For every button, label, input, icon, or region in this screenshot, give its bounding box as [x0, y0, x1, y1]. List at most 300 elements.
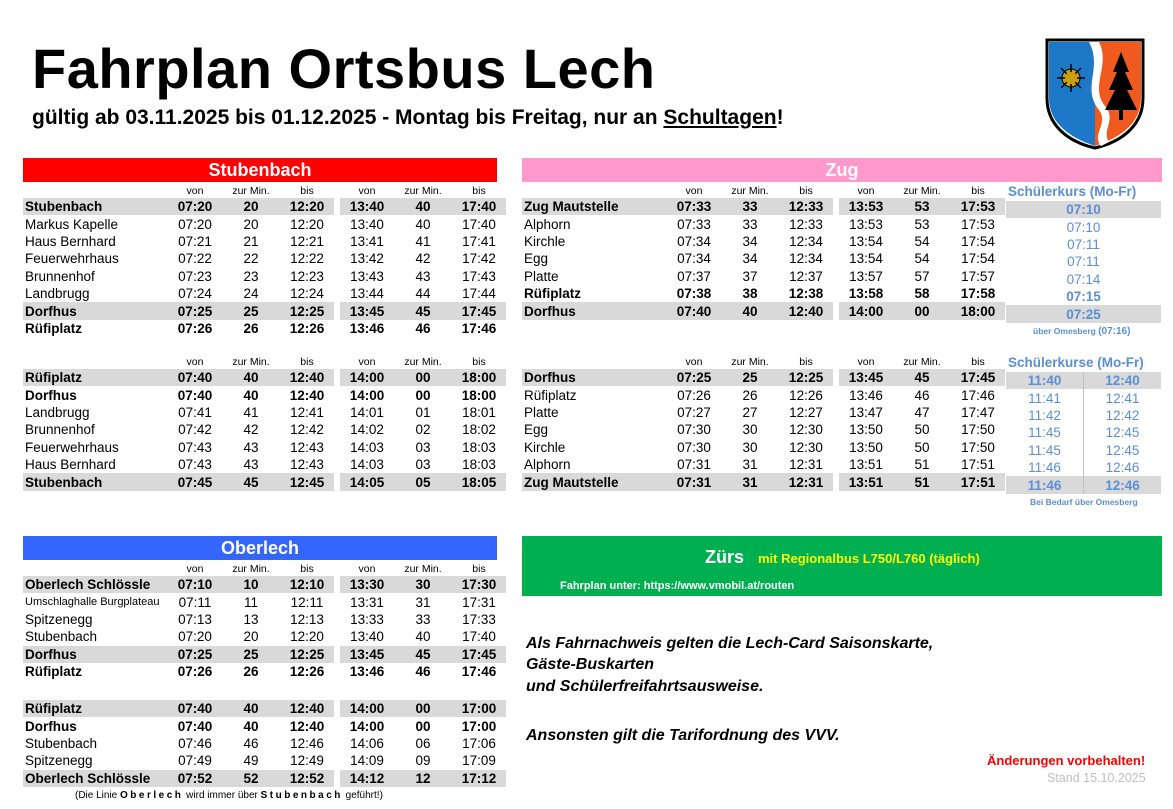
departure-cell: 13:42 — [350, 251, 384, 267]
departure-cell: 07:23 — [178, 268, 212, 284]
aenderungen-text: Änderungen vorbehalten! — [987, 753, 1146, 768]
departure-cell: 13:57 — [849, 268, 883, 284]
timetable-row — [522, 302, 1005, 319]
departure-cell: 17:45 — [452, 302, 506, 319]
bei-bedarf-note: Bei Bedarf über Omesberg — [1030, 497, 1138, 507]
departure-cell: 52 — [222, 770, 280, 787]
departure-cell: 14:00 — [340, 369, 394, 386]
departure-cell: 07:34 — [677, 233, 711, 249]
timetable-row — [23, 752, 506, 769]
column-header: bis — [300, 563, 314, 575]
timetable-row — [522, 439, 1005, 456]
column-header: von — [857, 185, 875, 197]
validity-text: gültig ab 03.11.2025 bis 01.12.2025 - Montag bis Freitag, nur an — [32, 106, 664, 129]
stubenbach-table-1 — [23, 184, 506, 337]
stop-name: Rüfiplatz — [23, 320, 168, 337]
departure-cell: 12:26 — [280, 320, 334, 337]
departure-cell: 12:40 — [280, 386, 334, 403]
stop-name: Spitzenegg — [25, 611, 93, 627]
departure-cell: 18:00 — [452, 369, 506, 386]
departure-cell: 12:33 — [779, 198, 833, 215]
stop-name: Kirchle — [524, 233, 566, 249]
departure-cell: 12:40 — [280, 717, 334, 734]
timetable-row — [23, 302, 506, 319]
departure-cell: 17:51 — [961, 457, 995, 473]
departure-cell: 07:27 — [677, 404, 711, 420]
departure-cell: 07:25 — [168, 646, 222, 663]
timetable-row — [23, 250, 506, 267]
departure-cell: 07:40 — [168, 369, 222, 386]
timetable-row — [522, 233, 1005, 250]
timetable-row — [23, 421, 506, 438]
departure-cell: 42 — [415, 251, 431, 267]
departure-cell: 17:58 — [951, 285, 1005, 302]
lech-coat-of-arms-icon — [1043, 38, 1147, 150]
departure-cell: 25 — [721, 369, 779, 386]
departure-cell: 07:20 — [178, 629, 212, 645]
departure-cell: 45 — [394, 302, 452, 319]
departure-cell: 12:11 — [290, 594, 324, 610]
column-header-row — [23, 562, 506, 576]
departure-cell: 51 — [914, 457, 930, 473]
schuelerkurse-row — [1006, 442, 1161, 459]
departure-cell: 58 — [893, 285, 951, 302]
column-header: bis — [300, 185, 314, 197]
departure-cell: 51 — [893, 473, 951, 490]
column-header: zur Min. — [903, 356, 941, 368]
oberlech-table-1 — [23, 562, 506, 680]
timetable-row — [23, 717, 506, 734]
zuers-subtitle: mit Regionalbus L750/L760 (täglich) — [758, 551, 980, 566]
stop-name: Platte — [524, 404, 559, 420]
timetable-row — [23, 369, 506, 386]
departure-cell: 45 — [893, 369, 951, 386]
departure-cell: 07:30 — [677, 422, 711, 438]
timetable-row — [522, 386, 1005, 403]
departure-cell: 40 — [415, 216, 431, 232]
departure-cell: 12:46 — [290, 735, 324, 751]
departure-cell: 07:25 — [667, 369, 721, 386]
stop-name: Haus Bernhard — [25, 233, 116, 249]
departure-cell: 13:58 — [839, 285, 893, 302]
departure-cell: 12:20 — [280, 198, 334, 215]
departure-cell: 33 — [721, 198, 779, 215]
departure-cell: 24 — [243, 286, 259, 302]
timetable-row — [522, 268, 1005, 285]
departure-cell: 17:43 — [462, 268, 496, 284]
departure-cell: 13:53 — [849, 216, 883, 232]
departure-cell: 12:33 — [789, 216, 823, 232]
departure-cell: 13:40 — [340, 198, 394, 215]
departure-cell: 46 — [243, 735, 259, 751]
schuelerkurs-row — [1006, 271, 1161, 288]
departure-cell: 17:53 — [961, 216, 995, 232]
departure-cell: 09 — [415, 753, 431, 769]
column-header: bis — [472, 356, 486, 368]
departure-cell: 31 — [415, 594, 431, 610]
schuelerkurse-title: Schülerkurse (Mo-Fr) — [1008, 355, 1144, 370]
schuelerkurs-title: Schülerkurs (Mo-Fr) — [1008, 184, 1137, 199]
omesberg-note-time: (07:16) — [1098, 326, 1131, 337]
schuelerkurs-time: 07:10 — [1006, 201, 1161, 218]
schuelerkurs-table — [1006, 201, 1161, 323]
departure-cell: 06 — [415, 735, 431, 751]
departure-cell: 12:25 — [280, 302, 334, 319]
departure-cell: 13:46 — [849, 387, 883, 403]
departure-cell: 17:06 — [462, 735, 496, 751]
schuelerkurse-time: 12:45 — [1105, 442, 1140, 458]
departure-cell: 50 — [914, 439, 930, 455]
departure-cell: 46 — [394, 663, 452, 680]
schuelerkurs-row — [1006, 253, 1161, 270]
timetable-row — [23, 770, 506, 787]
schultagen-text: Schultagen — [663, 106, 777, 129]
departure-cell: 18:05 — [452, 473, 506, 490]
stop-name: Alphorn — [524, 457, 571, 473]
stop-name: Dorfhus — [23, 717, 168, 734]
departure-cell: 31 — [742, 457, 758, 473]
departure-cell: 53 — [914, 216, 930, 232]
departure-cell: 43 — [415, 268, 431, 284]
column-header: von — [358, 185, 376, 197]
departure-cell: 12:30 — [789, 439, 823, 455]
departure-cell: 47 — [914, 404, 930, 420]
departure-cell: 12:13 — [290, 611, 324, 627]
departure-cell: 13:51 — [849, 457, 883, 473]
stop-name: Dorfhus — [23, 646, 168, 663]
departure-cell: 14:05 — [340, 473, 394, 490]
schuelerkurs-time: 07:15 — [1006, 288, 1161, 305]
departure-cell: 07:33 — [667, 198, 721, 215]
departure-cell: 12:43 — [290, 439, 324, 455]
departure-cell: 07:25 — [168, 302, 222, 319]
departure-cell: 18:02 — [462, 422, 496, 438]
timetable-row — [23, 439, 506, 456]
departure-cell: 07:37 — [677, 268, 711, 284]
schuelerkurs-time: 07:10 — [1066, 219, 1101, 235]
departure-cell: 13:45 — [340, 302, 394, 319]
departure-cell: 25 — [222, 646, 280, 663]
column-header: bis — [971, 356, 985, 368]
timetable-row — [522, 473, 1005, 490]
departure-cell: 12:37 — [789, 268, 823, 284]
departure-cell: 30 — [742, 439, 758, 455]
departure-cell: 17:00 — [452, 700, 506, 717]
column-header: von — [685, 356, 703, 368]
departure-cell: 54 — [914, 251, 930, 267]
schuelerkurs-time: 07:25 — [1006, 305, 1161, 322]
departure-cell: 07:20 — [178, 216, 212, 232]
departure-cell: 12:41 — [290, 404, 324, 420]
zug-table-2 — [522, 355, 1005, 491]
timetable-row — [23, 576, 506, 593]
stop-name: Dorfhus — [522, 302, 667, 319]
validity-subtitle — [32, 106, 784, 130]
stop-name: Landbrugg — [25, 404, 90, 420]
column-header: zur Min. — [232, 356, 270, 368]
departure-cell: 12:20 — [290, 629, 324, 645]
departure-cell: 07:40 — [168, 386, 222, 403]
departure-cell: 17:40 — [452, 198, 506, 215]
timetable-row — [23, 268, 506, 285]
stop-name: Oberlech Schlössle — [23, 576, 168, 593]
column-header: bis — [472, 185, 486, 197]
departure-cell: 40 — [222, 369, 280, 386]
departure-cell: 46 — [914, 387, 930, 403]
footnote-mid: wird immer über — [183, 790, 261, 801]
timetable-row — [23, 198, 506, 215]
departure-cell: 31 — [721, 473, 779, 490]
column-header: zur Min. — [903, 185, 941, 197]
schuelerkurs-row — [1006, 236, 1161, 253]
departure-cell: 12 — [394, 770, 452, 787]
departure-cell: 13:46 — [340, 663, 394, 680]
schuelerkurse-time: 11:45 — [1006, 424, 1084, 441]
departure-cell: 03 — [415, 457, 431, 473]
stop-name: Rüfiplatz — [524, 387, 577, 403]
footnote-post: geführt!) — [342, 790, 383, 801]
column-header: von — [857, 356, 875, 368]
departure-cell: 13:53 — [839, 198, 893, 215]
departure-cell: 07:52 — [168, 770, 222, 787]
timetable-row — [23, 593, 506, 610]
departure-cell: 17:44 — [462, 286, 496, 302]
departure-cell: 07:22 — [178, 251, 212, 267]
schuelerkurse-time: 12:42 — [1105, 407, 1140, 423]
departure-cell: 12:31 — [779, 473, 833, 490]
departure-cell: 22 — [243, 251, 259, 267]
schuelerkurs-row — [1006, 218, 1161, 235]
departure-cell: 12:25 — [280, 646, 334, 663]
stop-name: Dorfhus — [23, 386, 168, 403]
departure-cell: 13:54 — [849, 251, 883, 267]
schuelerkurse-time: 12:46 — [1084, 476, 1162, 493]
departure-cell: 13:50 — [849, 439, 883, 455]
column-header-row — [23, 184, 506, 198]
departure-cell: 37 — [742, 268, 758, 284]
schuelerkurs-row — [1006, 305, 1161, 322]
schuelerkurse-time: 11:46 — [1006, 459, 1084, 476]
footnote-line: Oberlech — [120, 790, 184, 801]
schuelerkurs-time: 07:14 — [1066, 271, 1101, 287]
departure-cell: 07:46 — [178, 735, 212, 751]
departure-cell: 12:43 — [290, 457, 324, 473]
column-header: zur Min. — [232, 563, 270, 575]
departure-cell: 12:21 — [290, 233, 324, 249]
stop-name: Kirchle — [524, 439, 566, 455]
departure-cell: 17:54 — [961, 251, 995, 267]
departure-cell: 07:34 — [677, 251, 711, 267]
departure-cell: 12:38 — [779, 285, 833, 302]
oberlech-table-2 — [23, 700, 506, 787]
column-header: zur Min. — [404, 563, 442, 575]
departure-cell: 17:47 — [961, 404, 995, 420]
departure-cell: 07:10 — [168, 576, 222, 593]
departure-cell: 07:31 — [677, 457, 711, 473]
departure-cell: 12:20 — [290, 216, 324, 232]
column-header: zur Min. — [404, 356, 442, 368]
departure-cell: 07:31 — [667, 473, 721, 490]
stop-name: Zug Mautstelle — [522, 473, 667, 490]
note-line-2: Gäste-Buskarten — [526, 656, 655, 673]
schuelerkurse-time: 11:40 — [1006, 372, 1084, 389]
schuelerkurse-time: 12:41 — [1105, 390, 1140, 406]
zug-table-1 — [522, 184, 1005, 320]
timetable-row — [23, 320, 506, 337]
timetable-row — [23, 611, 506, 628]
departure-cell: 13:45 — [340, 646, 394, 663]
departure-cell: 13:51 — [839, 473, 893, 490]
departure-cell: 21 — [243, 233, 259, 249]
timetable-row — [522, 198, 1005, 215]
column-header: bis — [300, 356, 314, 368]
departure-cell: 12:30 — [789, 422, 823, 438]
timetable-row — [23, 404, 506, 421]
departure-cell: 17:51 — [951, 473, 1005, 490]
departure-cell: 12:52 — [280, 770, 334, 787]
departure-cell: 12:45 — [280, 473, 334, 490]
zuers-link[interactable]: Fahrplan unter: https://www.vmobil.at/routen — [560, 580, 795, 592]
stop-name: Rüfiplatz — [522, 285, 667, 302]
departure-cell: 17:40 — [462, 216, 496, 232]
departure-cell: 17:50 — [961, 439, 995, 455]
validity-suffix: ! — [776, 106, 784, 129]
departure-cell: 00 — [394, 386, 452, 403]
departure-cell: 18:00 — [452, 386, 506, 403]
column-header: bis — [472, 563, 486, 575]
departure-cell: 17:45 — [452, 646, 506, 663]
header-spacer — [23, 355, 168, 369]
header-spacer — [522, 184, 667, 198]
departure-cell: 07:40 — [168, 700, 222, 717]
departure-cell: 17:57 — [961, 268, 995, 284]
departure-cell: 14:00 — [839, 302, 893, 319]
departure-cell: 14:00 — [340, 386, 394, 403]
header-spacer — [522, 355, 667, 369]
stand-date: Stand 15.10.2025 — [1047, 771, 1146, 785]
departure-cell: 03 — [415, 439, 431, 455]
departure-cell: 26 — [742, 387, 758, 403]
departure-cell: 26 — [222, 663, 280, 680]
departure-cell: 17:31 — [462, 594, 496, 610]
note-line-3: und Schülerfreifahrtsausweise. — [526, 678, 764, 695]
timetable-row — [23, 386, 506, 403]
departure-cell: 07:49 — [178, 753, 212, 769]
departure-cell: 30 — [742, 422, 758, 438]
stop-name: Brunnenhof — [25, 422, 95, 438]
column-header: bis — [971, 185, 985, 197]
timetable-row — [23, 233, 506, 250]
header-spacer — [23, 562, 168, 576]
departure-cell: 07:26 — [677, 387, 711, 403]
timetable-row — [522, 421, 1005, 438]
departure-cell: 17:00 — [452, 717, 506, 734]
column-header: zur Min. — [232, 185, 270, 197]
departure-cell: 17:09 — [462, 753, 496, 769]
departure-cell: 13:44 — [350, 286, 384, 302]
departure-cell: 12:40 — [779, 302, 833, 319]
schuelerkurse-time: 12:40 — [1084, 372, 1162, 389]
departure-cell: 07:24 — [178, 286, 212, 302]
departure-cell: 12:40 — [280, 369, 334, 386]
departure-cell: 14:09 — [350, 753, 384, 769]
departure-cell: 07:38 — [667, 285, 721, 302]
stubenbach-header: Stubenbach — [23, 158, 497, 182]
departure-cell: 30 — [394, 576, 452, 593]
departure-cell: 23 — [243, 268, 259, 284]
schuelerkurs-row — [1006, 201, 1161, 218]
departure-cell: 07:41 — [178, 404, 212, 420]
departure-cell: 42 — [243, 422, 259, 438]
header-spacer — [23, 184, 168, 198]
departure-cell: 13:47 — [849, 404, 883, 420]
departure-cell: 01 — [415, 404, 431, 420]
departure-cell: 13:45 — [839, 369, 893, 386]
footnote-via: Stubenbach — [260, 790, 343, 801]
departure-cell: 07:26 — [168, 320, 222, 337]
departure-cell: 40 — [415, 629, 431, 645]
column-header: von — [186, 563, 204, 575]
departure-cell: 41 — [243, 404, 259, 420]
schuelerkurse-time: 11:42 — [1006, 407, 1084, 424]
departure-cell: 43 — [243, 457, 259, 473]
stop-name: Stubenbach — [25, 735, 98, 751]
departure-cell: 20 — [222, 198, 280, 215]
column-header: zur Min. — [404, 185, 442, 197]
schuelerkurse-row — [1006, 389, 1161, 406]
departure-cell: 12:31 — [789, 457, 823, 473]
departure-cell: 14:01 — [350, 404, 384, 420]
departure-cell: 07:26 — [168, 663, 222, 680]
stop-name: Stubenbach — [23, 473, 168, 490]
departure-cell: 12:23 — [290, 268, 324, 284]
departure-cell: 14:12 — [340, 770, 394, 787]
departure-cell: 33 — [742, 216, 758, 232]
schuelerkurse-time: 11:45 — [1006, 442, 1084, 459]
departure-cell: 07:30 — [677, 439, 711, 455]
departure-cell: 07:45 — [168, 473, 222, 490]
column-header-row — [522, 355, 1005, 369]
departure-cell: 00 — [893, 302, 951, 319]
schuelerkurse-row — [1006, 424, 1161, 441]
omesberg-note — [1033, 326, 1130, 337]
stop-name: Rüfiplatz — [23, 663, 168, 680]
departure-cell: 34 — [742, 233, 758, 249]
departure-cell: 02 — [415, 422, 431, 438]
departure-cell: 12:34 — [789, 251, 823, 267]
departure-cell: 07:40 — [168, 717, 222, 734]
departure-cell: 17:33 — [462, 611, 496, 627]
stop-name: Dorfhus — [23, 302, 168, 319]
page-title: Fahrplan Ortsbus Lech — [32, 37, 656, 100]
departure-cell: 00 — [394, 717, 452, 734]
column-header: von — [186, 185, 204, 197]
footnote-pre: (Die Linie — [75, 790, 121, 801]
column-header: von — [358, 356, 376, 368]
timetable-row — [23, 646, 506, 663]
oberlech-footnote — [75, 790, 383, 801]
departure-cell: 12:27 — [789, 404, 823, 420]
schuelerkurs-time: 07:11 — [1067, 254, 1100, 270]
stop-name: Rüfiplatz — [23, 700, 168, 717]
timetable-row — [23, 285, 506, 302]
timetable-row — [23, 735, 506, 752]
column-header: von — [685, 185, 703, 197]
departure-cell: 54 — [914, 233, 930, 249]
departure-cell: 14:06 — [350, 735, 384, 751]
timetable-row — [522, 404, 1005, 421]
departure-cell: 07:40 — [667, 302, 721, 319]
